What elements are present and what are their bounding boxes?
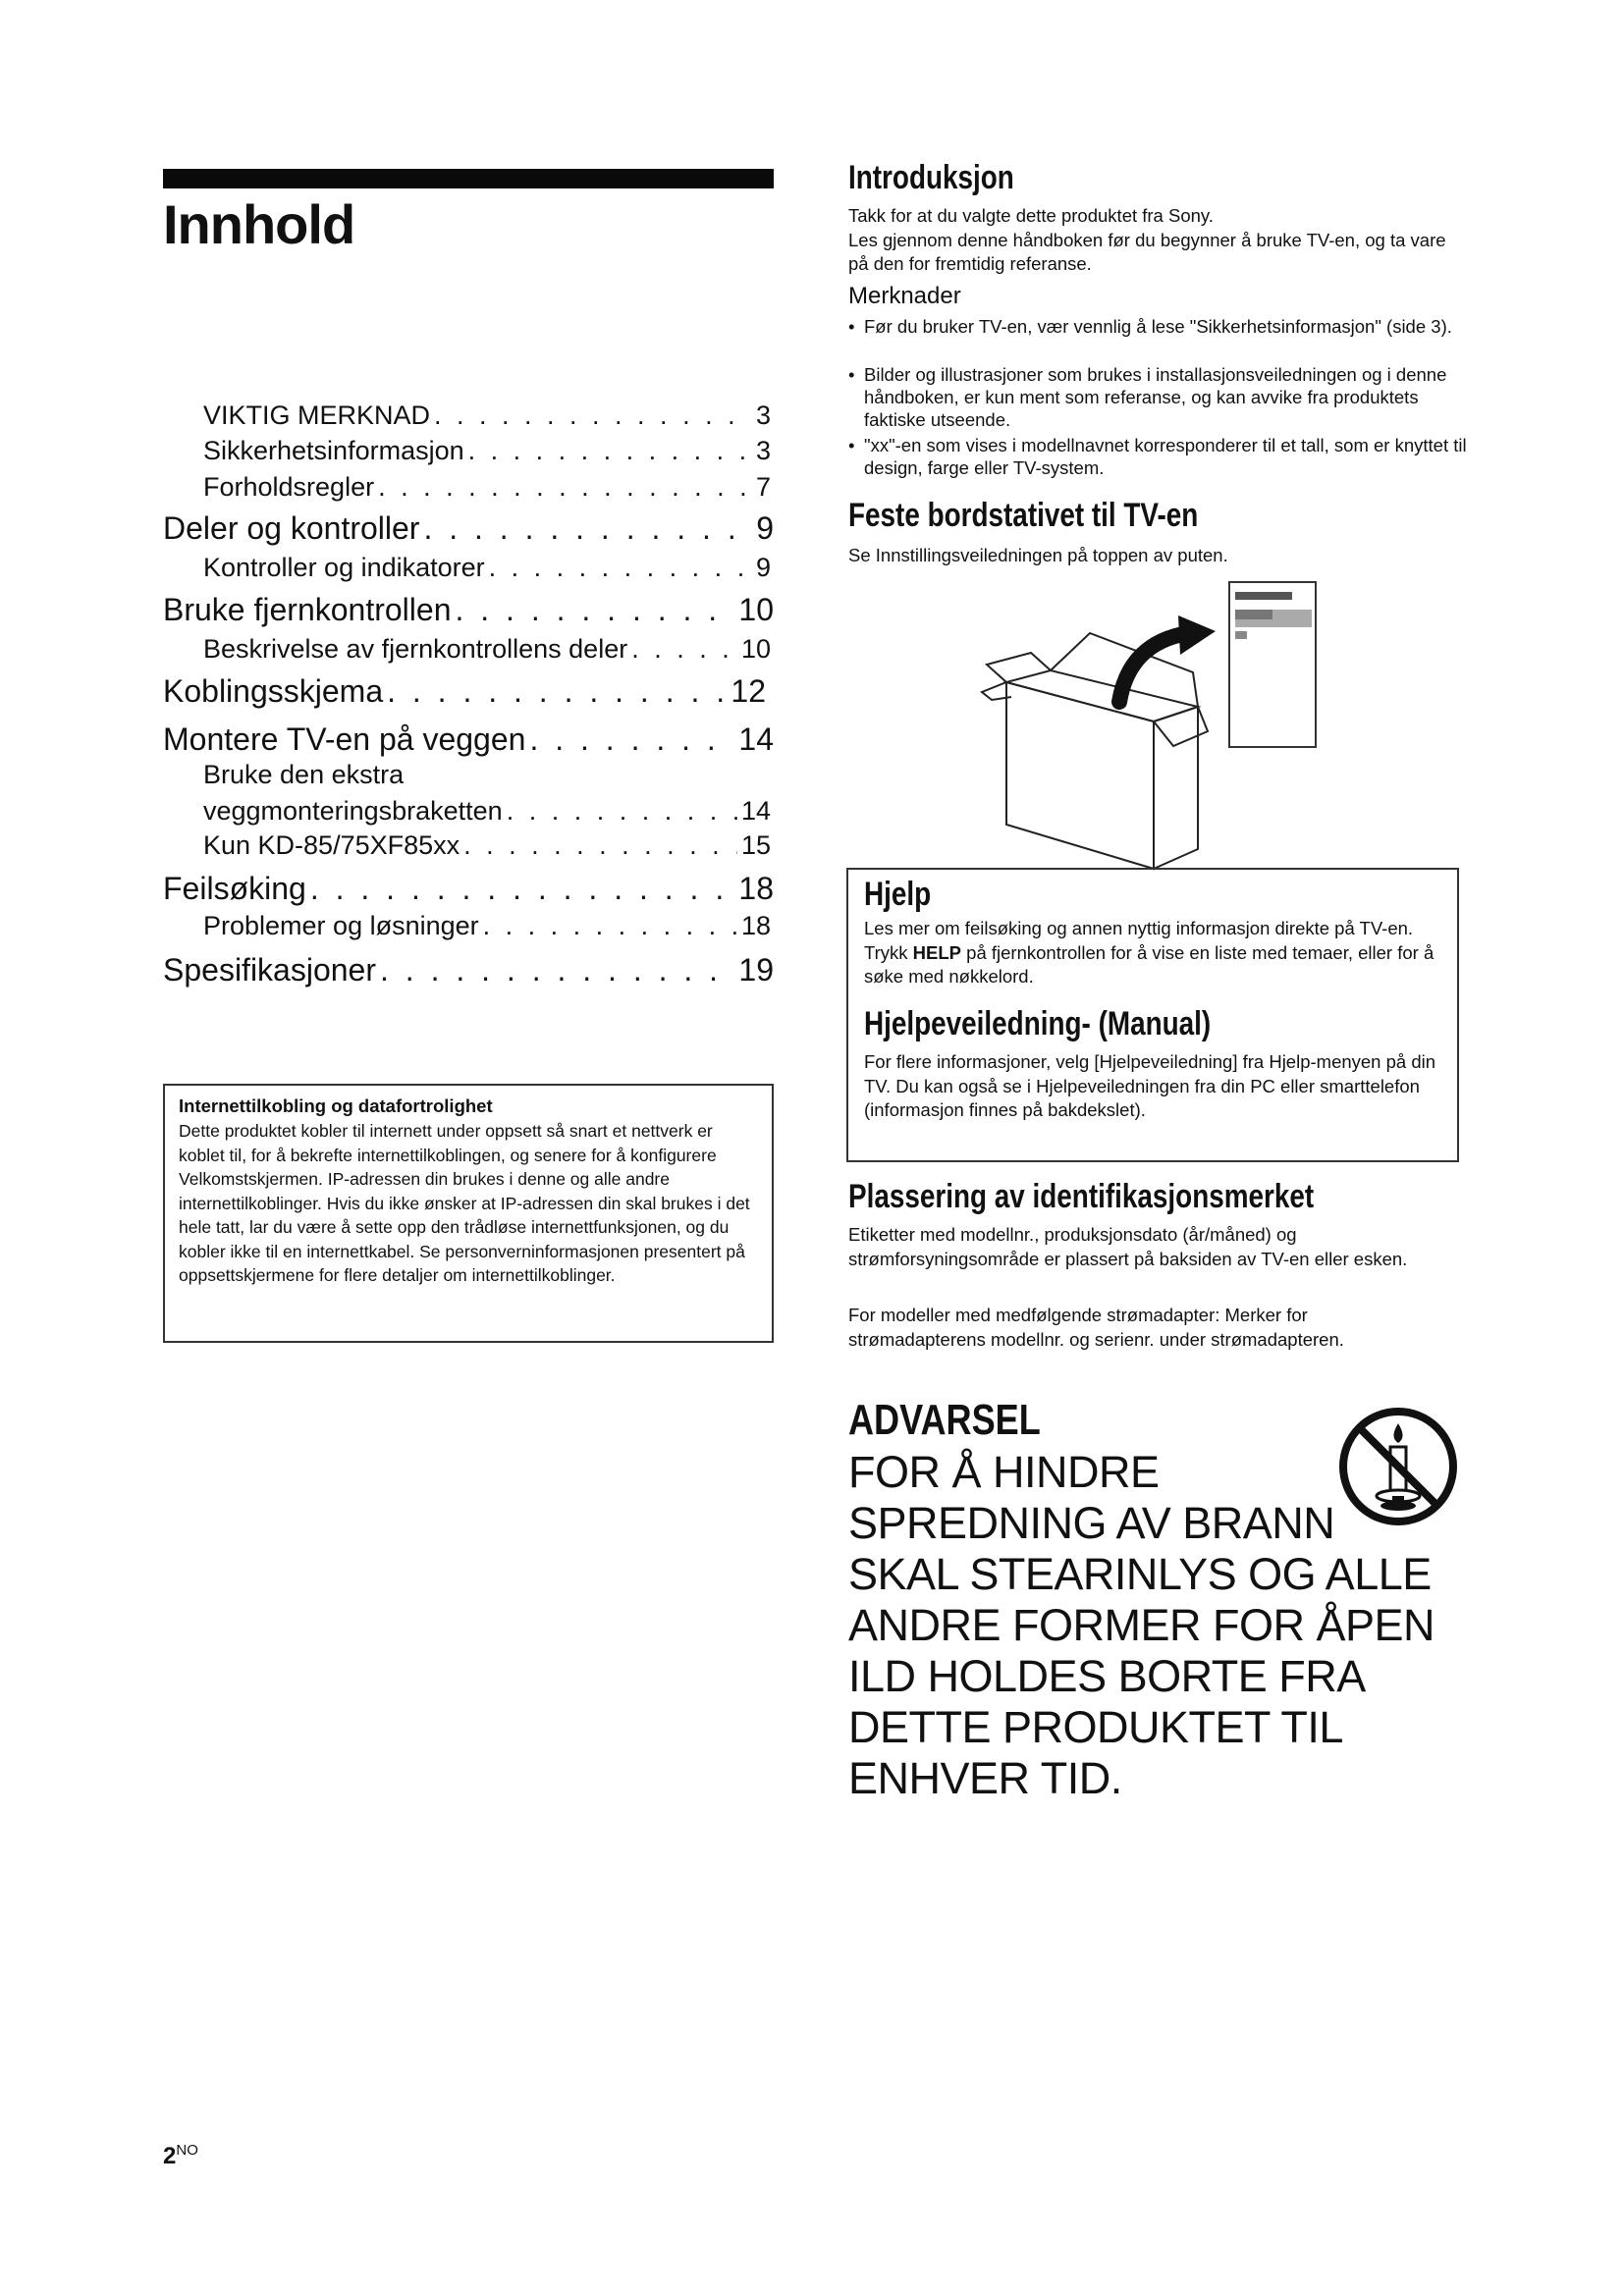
- stand-text: Se Innstillingsveiledningen på toppen av puten.: [848, 545, 1228, 565]
- privacy-text: Dette produktet kobler til internett under oppsett så snart et nettverk er koblet til, for å bekrefte internettilkoblingen, og senere for å konfigurere Velkomstskjermen. IP-adressen din brukes i denne og alle andre internettilkoblinger. Hvis du ikke ønsker at IP-adressen din skal brukes i det hele tatt, lar du være å sette opp den trådløse internettfunksjonen, og du kobler ikke til en internettkabel. Se personverninformasjonen presentert på oppsettskjermene for flere detaljer om internettilkoblinger.: [179, 1121, 750, 1285]
- toc-entry[interactable]: Beskrivelse av fjernkontrollens deler . . . 10: [203, 634, 771, 665]
- stand-heading: Feste bordstativet til TV-en: [848, 497, 1199, 534]
- label-location-heading: Plassering av identifikasjonsmerket: [848, 1178, 1315, 1215]
- manual-heading: Hjelpeveiledning- (Manual): [864, 1005, 1212, 1042]
- help-box: [846, 868, 1459, 1162]
- warning-line: FOR Å HINDRE: [848, 1447, 1160, 1497]
- toc-entry[interactable]: Kontroller og indikatorer . . . 9: [203, 553, 771, 583]
- toc-entry[interactable]: Feilsøking . . . 18: [163, 871, 774, 907]
- stand-setup-illustration: [972, 574, 1326, 908]
- toc-entry[interactable]: Koblingsskjema . . . 12: [163, 673, 766, 710]
- note-item: • Bilder og illustrasjoner som brukes i installasjonsveiledningen og i denne håndboken, er kun ment som referanse, og kan avvike fra produktets faktiske utseende.: [848, 363, 1473, 431]
- adapter-text: For modeller med medfølgende strømadapter: Merker for strømadapterens modellnr. og serienr. under strømadapteren.: [848, 1305, 1344, 1350]
- help-heading: Hjelp: [864, 876, 932, 913]
- help-key: HELP: [912, 941, 962, 963]
- toc-entry[interactable]: Spesifikasjoner . . . 19: [163, 952, 774, 988]
- warning-line: SPREDNING AV BRANN: [848, 1498, 1335, 1548]
- no-candle-icon: [1337, 1406, 1459, 1527]
- toc-entry[interactable]: Bruke fjernkontrollen . . . 10: [163, 592, 774, 628]
- warning-title: ADVARSEL: [848, 1396, 1041, 1444]
- warning-line: ILD HOLDES BORTE FRA: [848, 1651, 1366, 1701]
- toc-entry[interactable]: Kun KD-85/75XF85xx . . . 15: [203, 830, 771, 861]
- toc-entry[interactable]: Problemer og løsninger . . . 18: [203, 911, 771, 941]
- note-item: • Før du bruker TV-en, vær vennlig å lese "Sikkerhetsinformasjon" (side 3).: [848, 315, 1473, 338]
- toc-title: Innhold: [163, 193, 355, 255]
- toc-entry[interactable]: Forholdsregler . . . 7: [203, 472, 771, 503]
- toc-entry[interactable]: Deler og kontroller . . . 9: [163, 510, 774, 547]
- toc-entry-label: Bruke den ekstra: [203, 760, 405, 789]
- intro-text: Takk for at du valgte dette produktet fra Sony. Les gjennom denne håndboken før du begynner å bruke TV-en, og ta vare på den for fremtidig referanse.: [848, 205, 1446, 274]
- help-text: Les mer om feilsøking og annen nyttig informasjon direkte på TV-en. Trykk HELP på fjernkontrollen for å vise en liste med temaer, eller for å søke med nøkkelord.: [864, 918, 1435, 987]
- warning-line: ANDRE FORMER FOR ÅPEN: [848, 1600, 1435, 1650]
- toc-entry[interactable]: veggmonteringsbraketten . . . 14: [203, 796, 771, 827]
- warning-line: SKAL STEARINLYS OG ALLE: [848, 1549, 1432, 1599]
- notes-heading: Merknader: [848, 283, 961, 309]
- intro-heading: Introduksjon: [848, 159, 1014, 196]
- toc-entry[interactable]: VIKTIG MERKNAD . . . 3: [203, 400, 771, 431]
- toc-entry[interactable]: Montere TV-en på veggen . . . 14: [163, 721, 774, 758]
- privacy-heading: Internettilkobling og datafortrolighet: [179, 1095, 493, 1116]
- warning-line: ENHVER TID.: [848, 1753, 1122, 1803]
- label-location-text: Etiketter med modellnr., produksjonsdato (år/måned) og strømforsyningsområde er plassert på baksiden av TV-en eller esken.: [848, 1224, 1408, 1269]
- privacy-notice-box: [163, 1084, 774, 1343]
- warning-line: DETTE PRODUKTET TIL: [848, 1702, 1343, 1752]
- page-number: $2^{NO}$: [163, 2142, 198, 2169]
- note-item: • "xx"-en som vises i modellnavnet korresponderer til et tall, som er knyttet til design, farge eller TV-system.: [848, 434, 1473, 479]
- manual-text: For flere informasjoner, velg [Hjelpeveiledning] fra Hjelp-menyen på din TV. Du kan også se i Hjelpeveiledningen fra din PC eller smarttelefon (informasjon finnes på bakdekslet).: [864, 1051, 1436, 1120]
- title-rule: [163, 169, 774, 188]
- toc-entry[interactable]: Sikkerhetsinformasjon . . . 3: [203, 436, 771, 466]
